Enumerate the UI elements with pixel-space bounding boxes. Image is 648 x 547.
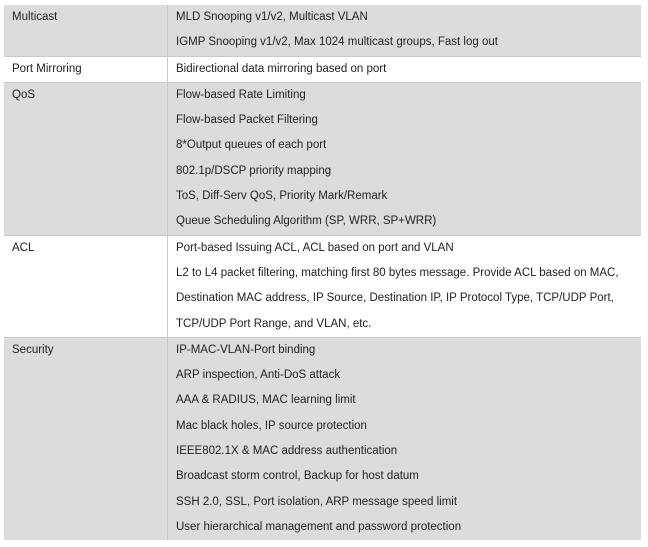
spec-value-line: L2 to L4 packet filtering, matching first 80 bytes message. Provide ACL based on MAC, (176, 266, 619, 279)
spec-value-line: IGMP Snooping v1/v2, Max 1024 multicast groups, Fast log out (176, 36, 498, 49)
spec-value-line: Broadcast storm control, Backup for host datum (176, 470, 419, 483)
spec-label: Port Mirroring (4, 57, 168, 82)
spec-value-line: Queue Scheduling Algorithm (SP, WRR, SP+WRR) (176, 215, 437, 228)
spec-row (4, 337, 641, 540)
spec-label: Security (4, 338, 168, 540)
spec-value-line: 8*Output queues of each port (176, 139, 327, 152)
spec-value-line: MLD Snooping v1/v2, Multicast VLAN (176, 11, 368, 23)
spec-value-line: Mac black holes, IP source protection (176, 419, 367, 432)
spec-value-line: ARP inspection, Anti-DoS attack (176, 369, 341, 382)
spec-label: ACL (4, 236, 168, 337)
spec-table (4, 5, 641, 540)
spec-values (168, 5, 641, 56)
spec-value-line: Bidirectional data mirroring based on port (176, 62, 387, 75)
spec-row (4, 235, 641, 337)
spec-label: QoS (4, 83, 168, 235)
spec-values (168, 236, 641, 337)
spec-value-line: User hierarchical management and password protection (176, 520, 462, 533)
spec-values (168, 338, 641, 540)
spec-value-line: ToS, Diff-Serv QoS, Priority Mark/Remark (176, 190, 388, 203)
spec-values (168, 83, 641, 235)
spec-value-line: Destination MAC address, IP Source, Destination IP, IP Protocol Type, TCP/UDP Port, (176, 292, 614, 305)
spec-value-line: IP-MAC-VLAN-Port binding (176, 343, 316, 356)
spec-value-line: TCP/UDP Port Range, and VLAN, etc. (176, 317, 372, 330)
spec-value-line: Port-based Issuing ACL, ACL based on port and VLAN (176, 241, 454, 254)
spec-value-line: SSH 2.0, SSL, Port isolation, ARP message speed limit (176, 495, 458, 508)
spec-value-line: Flow-based Packet Filtering (176, 114, 318, 127)
spec-row (4, 82, 641, 235)
spec-value-line: IEEE802.1X & MAC address authentication (176, 445, 398, 458)
spec-row (4, 56, 641, 82)
spec-value-line: Flow-based Rate Limiting (176, 88, 306, 101)
spec-value-line: AAA & RADIUS, MAC learning limit (176, 394, 356, 407)
spec-value-line: 802.1p/DSCP priority mapping (176, 164, 332, 177)
spec-row (4, 5, 641, 56)
spec-label: Multicast (4, 5, 168, 56)
spec-values (168, 57, 641, 82)
